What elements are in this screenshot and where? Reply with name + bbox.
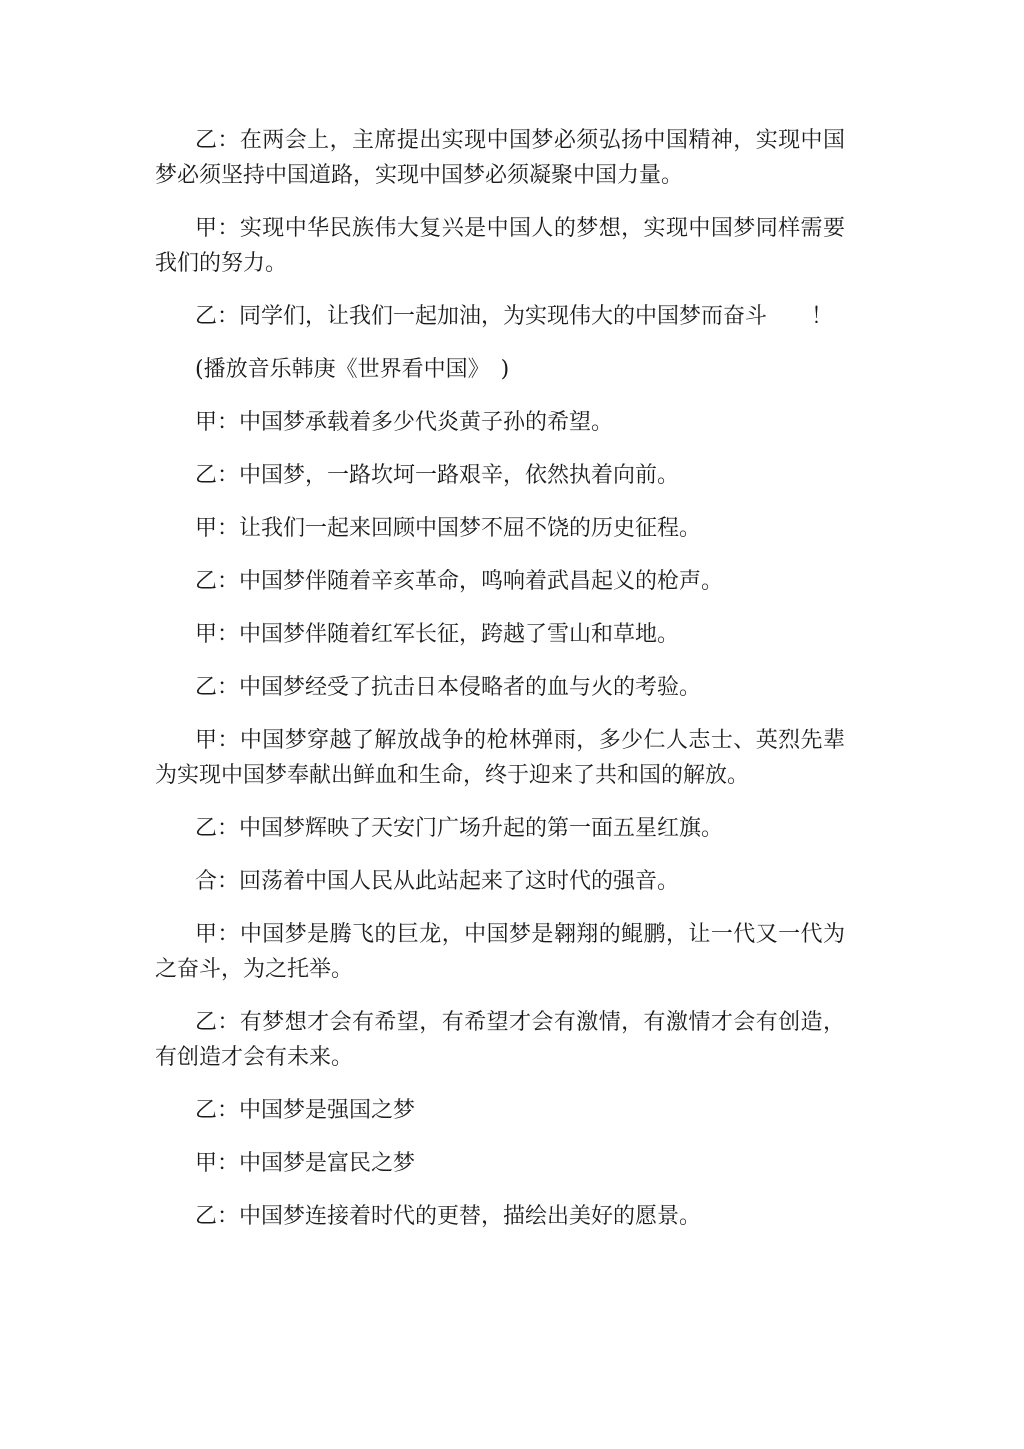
document-body [155,123,845,1252]
paragraph-4: (播放音乐韩庚《世界看中国》 ) [195,357,510,382]
paragraph-9: 甲：中国梦伴随着红军长征，跨越了雪山和草地。 [195,622,680,647]
paragraph-12: 乙：中国梦辉映了天安门广场升起的第一面五星红旗。 [195,816,724,841]
paragraph-18: 乙：中国梦连接着时代的更替，描绘出美好的愿景。 [195,1204,702,1229]
paragraph-17: 甲：中国梦是富民之梦 [195,1151,416,1176]
paragraph-15: 乙：有梦想才会有希望，有希望才会有激情，有激情才会有创造，有创造才会有未来。 [155,1010,845,1070]
paragraph-14: 甲：中国梦是腾飞的巨龙，中国梦是翱翔的鲲鹏，让一代又一代为之奋斗，为之托举。 [155,922,845,982]
paragraph-10: 乙：中国梦经受了抗击日本侵略者的血与火的考验。 [195,675,702,700]
paragraph-1: 乙：在两会上，主席提出实现中国梦必须弘扬中国精神，实现中国梦必须坚持中国道路，实现中国梦必须凝聚中国力量。 [155,128,845,188]
paragraph-6: 乙：中国梦，一路坎坷一路艰辛，依然执着向前。 [195,463,680,488]
paragraph-8: 乙：中国梦伴随着辛亥革命，鸣响着武昌起义的枪声。 [195,569,724,594]
paragraph-5: 甲：中国梦承载着多少代炎黄子孙的希望。 [195,410,614,435]
paragraph-3: 乙：同学们，让我们一起加油，为实现伟大的中国梦而奋斗 ！ [195,304,834,329]
paragraph-7: 甲：让我们一起来回顾中国梦不屈不饶的历史征程。 [195,516,702,541]
paragraph-16: 乙：中国梦是强国之梦 [195,1098,416,1123]
paragraph-2: 甲：实现中华民族伟大复兴是中国人的梦想，实现中国梦同样需要我们的努力。 [155,216,845,276]
paragraph-13: 合：回荡着中国人民从此站起来了这时代的强音。 [195,869,680,894]
paragraph-11: 甲：中国梦穿越了解放战争的枪林弹雨，多少仁人志士、英烈先辈为实现中国梦奉献出鲜血和生命，终于迎来了共和国的解放。 [155,728,845,788]
